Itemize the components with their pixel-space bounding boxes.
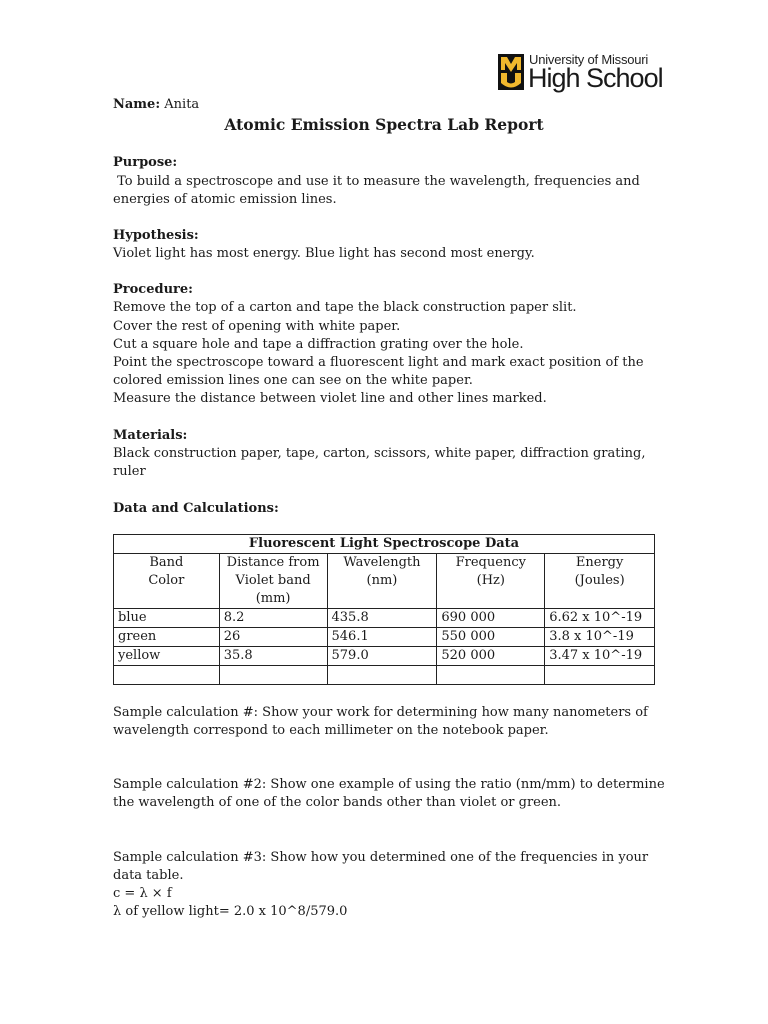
table-cell: 35.8 (219, 647, 327, 666)
mu-logo-icon (498, 54, 524, 90)
logo-university-text: University of Missouri (529, 52, 649, 67)
purpose-line: To build a spectroscope and use it to measure the wavelength, frequencies and (113, 174, 640, 189)
header-text: Band (149, 555, 184, 570)
table-cell: 8.2 (219, 609, 327, 628)
table-row (114, 609, 655, 628)
sample-calc-2-line: Sample calculation #2: Show one example of using the ratio (nm/mm) to determine (113, 777, 665, 792)
header-band-color (114, 554, 220, 609)
table-cell: 435.8 (327, 609, 437, 628)
page-title: Atomic Emission Spectra Lab Report (224, 115, 544, 134)
table-cell (219, 666, 327, 685)
header-text: Distance from (226, 555, 320, 570)
hypothesis-heading: Hypothesis: (113, 228, 199, 243)
table-cell: blue (114, 609, 220, 628)
sample-calc-1-line: wavelength correspond to each millimeter on the notebook paper. (113, 723, 549, 738)
header-text: Frequency (455, 555, 526, 570)
student-name-line (113, 96, 199, 114)
logo-highschool-text: High School (528, 63, 663, 93)
procedure-line: Cut a square hole and tape a diffraction grating over the hole. (113, 337, 524, 352)
table-cell (327, 666, 437, 685)
table-row (114, 628, 655, 647)
table-row (114, 647, 655, 666)
header-text: (nm) (366, 573, 398, 588)
school-logo (498, 52, 663, 94)
table-row-empty (114, 666, 655, 685)
table-cell: 3.8 x 10^-19 (545, 628, 655, 647)
header-text: Color (148, 573, 185, 588)
table-cell: 520 000 (437, 647, 545, 666)
table-caption: Fluorescent Light Spectroscope Data (114, 535, 655, 554)
table-cell: green (114, 628, 220, 647)
header-energy (545, 554, 655, 609)
header-wavelength (327, 554, 437, 609)
sample-calc-1-line: Sample calculation #: Show your work for determining how many nanometers of (113, 705, 648, 720)
procedure-line: colored emission lines one can see on the white paper. (113, 373, 473, 388)
name-label: Name: (113, 97, 161, 112)
table-cell (437, 666, 545, 685)
header-text: Violet band (235, 573, 311, 588)
header-distance (219, 554, 327, 609)
spectroscope-data-table (113, 534, 655, 685)
sample-calc-2-line: the wavelength of one of the color bands other than violet or green. (113, 795, 562, 810)
formula-line: λ of yellow light= 2.0 x 10^8/579.0 (113, 904, 348, 919)
sample-calc-3-line: data table. (113, 868, 184, 883)
materials-heading: Materials: (113, 428, 188, 443)
sample-calc-3-line: Sample calculation #3: Show how you determined one of the frequencies in your (113, 850, 649, 865)
procedure-line: Measure the distance between violet line and other lines marked. (113, 391, 547, 406)
hypothesis-line: Violet light has most energy. Blue light has second most energy. (113, 246, 535, 261)
materials-line: Black construction paper, tape, carton, scissors, white paper, diffraction grating, (113, 446, 646, 461)
procedure-line: Remove the top of a carton and tape the black construction paper slit. (113, 300, 577, 315)
table-cell: 3.47 x 10^-19 (545, 647, 655, 666)
header-text: (Joules) (574, 573, 625, 588)
header-text: (mm) (255, 591, 291, 606)
formula-line: c = λ × f (113, 886, 172, 901)
table-cell: 579.0 (327, 647, 437, 666)
table-header-row (114, 554, 655, 609)
table-cell: 690 000 (437, 609, 545, 628)
table-cell: 546.1 (327, 628, 437, 647)
table-cell: 6.62 x 10^-19 (545, 609, 655, 628)
purpose-heading: Purpose: (113, 155, 178, 170)
header-text: (Hz) (476, 573, 505, 588)
header-text: Energy (575, 555, 624, 570)
data-calculations-heading: Data and Calculations: (113, 501, 279, 516)
procedure-line: Point the spectroscope toward a fluorescent light and mark exact position of the (113, 355, 644, 370)
table-cell: 26 (219, 628, 327, 647)
table-cell: yellow (114, 647, 220, 666)
procedure-line: Cover the rest of opening with white paper. (113, 319, 401, 334)
table-cell (114, 666, 220, 685)
procedure-heading: Procedure: (113, 282, 193, 297)
purpose-line: energies of atomic emission lines. (113, 192, 337, 207)
table-cell (545, 666, 655, 685)
name-value: Anita (164, 97, 200, 112)
header-frequency (437, 554, 545, 609)
table-cell: 550 000 (437, 628, 545, 647)
header-text: Wavelength (343, 555, 421, 570)
materials-line: ruler (113, 464, 146, 479)
